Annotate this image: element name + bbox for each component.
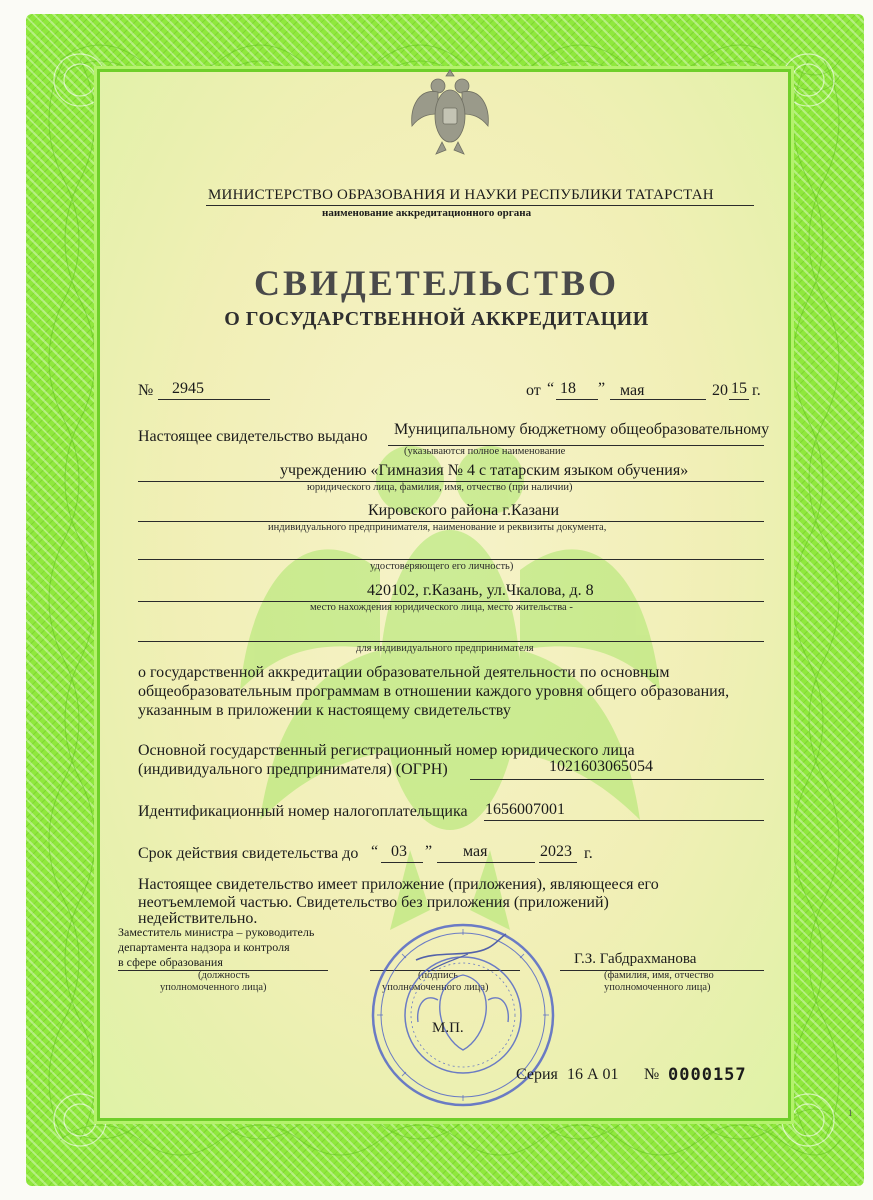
inn-underline — [484, 820, 764, 821]
form-number-label: № — [644, 1066, 660, 1083]
validity-year-abbr: г. — [584, 845, 593, 862]
day-underline — [556, 399, 598, 400]
holder-hint5: место нахождения юридического лица, место жительства - — [310, 602, 573, 613]
corner-mark: 1 — [848, 1108, 853, 1118]
inn-label: Идентификационный номер налогоплательщика — [138, 803, 468, 820]
signatory-name: Г.З. Габдрахманова — [574, 951, 697, 967]
year-suffix: 15 — [731, 380, 747, 397]
holder-hint6: для индивидуального предпринимателя — [356, 643, 534, 654]
position-hint2: уполномоченного лица) — [160, 982, 267, 993]
document-title: СВИДЕТЕЛЬСТВО — [253, 263, 620, 303]
issue-month: мая — [620, 382, 645, 399]
year-prefix: 20 — [712, 382, 728, 399]
ogrn-label-line2: (индивидуального предпринимателя) (ОГРН) — [138, 761, 448, 778]
validity-quote-open: “ — [371, 843, 379, 860]
name-hint1: (фамилия, имя, отчество — [604, 970, 714, 981]
validity-month-underline — [437, 862, 535, 863]
holder-name-line2: учреждению «Гимназия № 4 с татарским языком обучения» — [280, 462, 689, 479]
date-from-label: от — [526, 382, 541, 399]
signature-hint2: уполномоченного лица) — [382, 982, 489, 993]
coat-of-arms-icon — [408, 64, 492, 156]
ministry-underline — [206, 205, 754, 206]
validity-day: 03 — [391, 843, 407, 860]
holder-name-line3: Кировского района г.Казани — [368, 502, 560, 519]
position-line1: Заместитель министра – руководитель — [118, 925, 315, 939]
ministry-hint: наименование аккредитационного органа — [322, 207, 532, 219]
series-label: Серия — [516, 1066, 558, 1083]
holder-name-line1: Муниципальному бюджетному общеобразовательному — [394, 421, 770, 438]
validity-year-underline — [539, 862, 577, 863]
address-line2-underline — [138, 641, 764, 642]
holder-hint3: индивидуального предпринимателя, наименование и реквизиты документа, — [268, 522, 607, 533]
holder-hint4: удостоверяющего его личность) — [370, 561, 514, 572]
validity-label: Срок действия свидетельства до — [138, 845, 359, 862]
issue-day: 18 — [560, 380, 576, 397]
accreditation-text-line3: указанным в приложении к настоящему свидетельству — [138, 702, 511, 719]
year-underline — [729, 399, 749, 400]
date-quote-close: ” — [598, 380, 606, 397]
document-subtitle: О ГОСУДАРСТВЕННОЙ АККРЕДИТАЦИИ — [224, 308, 649, 330]
annex-text-line1: Настоящее свидетельство имеет приложение (приложения), являющееся его — [138, 876, 659, 893]
ministry-name: МИНИСТЕРСТВО ОБРАЗОВАНИЯ И НАУКИ РЕСПУБЛИКИ ТАТАРСТАН — [208, 187, 714, 203]
holder-hint2: юридического лица, фамилия, имя, отчество (при наличии) — [307, 482, 573, 493]
number-underline — [158, 399, 270, 400]
series-value: 16 А 01 — [567, 1066, 619, 1083]
signature-hint1: (подпись — [418, 970, 459, 981]
certificate-number: 2945 — [172, 380, 204, 397]
issued-to-label: Настоящее свидетельство выдано — [138, 428, 368, 445]
validity-month: мая — [463, 843, 488, 860]
name-hint2: уполномоченного лица) — [604, 982, 711, 993]
holder-address: 420102, г.Казань, ул.Чкалова, д. 8 — [367, 582, 594, 599]
inn-value: 1656007001 — [485, 801, 565, 818]
date-quote-open: “ — [547, 380, 555, 397]
annex-text-line2: неотъемлемой частью. Свидетельство без приложения (приложений) — [138, 894, 609, 911]
form-number: 0000157 — [668, 1065, 747, 1085]
holder-line4-underline — [138, 559, 764, 560]
position-line2: департамента надзора и контроля — [118, 940, 290, 954]
stamp-place-label: М.П. — [432, 1020, 464, 1036]
annex-text-line3: недействительно. — [138, 910, 258, 927]
ogrn-underline — [470, 779, 764, 780]
position-hint1: (должность — [198, 970, 250, 981]
ogrn-value: 1021603065054 — [549, 758, 653, 775]
validity-quote-close: ” — [425, 843, 433, 860]
validity-day-underline — [381, 862, 423, 863]
ogrn-label-line1: Основной государственный регистрационный номер юридического лица — [138, 742, 635, 759]
holder-hint1: (указываются полное наименование — [404, 446, 566, 457]
accreditation-text-line2: общеобразовательным программам в отношении каждого уровня общего образования, — [138, 683, 730, 700]
number-label: № — [138, 382, 154, 399]
position-line3: в сфере образования — [118, 955, 223, 969]
validity-year: 2023 — [540, 843, 572, 860]
year-abbr: г. — [752, 382, 761, 399]
accreditation-text-line1: о государственной аккредитации образовательной деятельности по основным — [138, 664, 670, 681]
